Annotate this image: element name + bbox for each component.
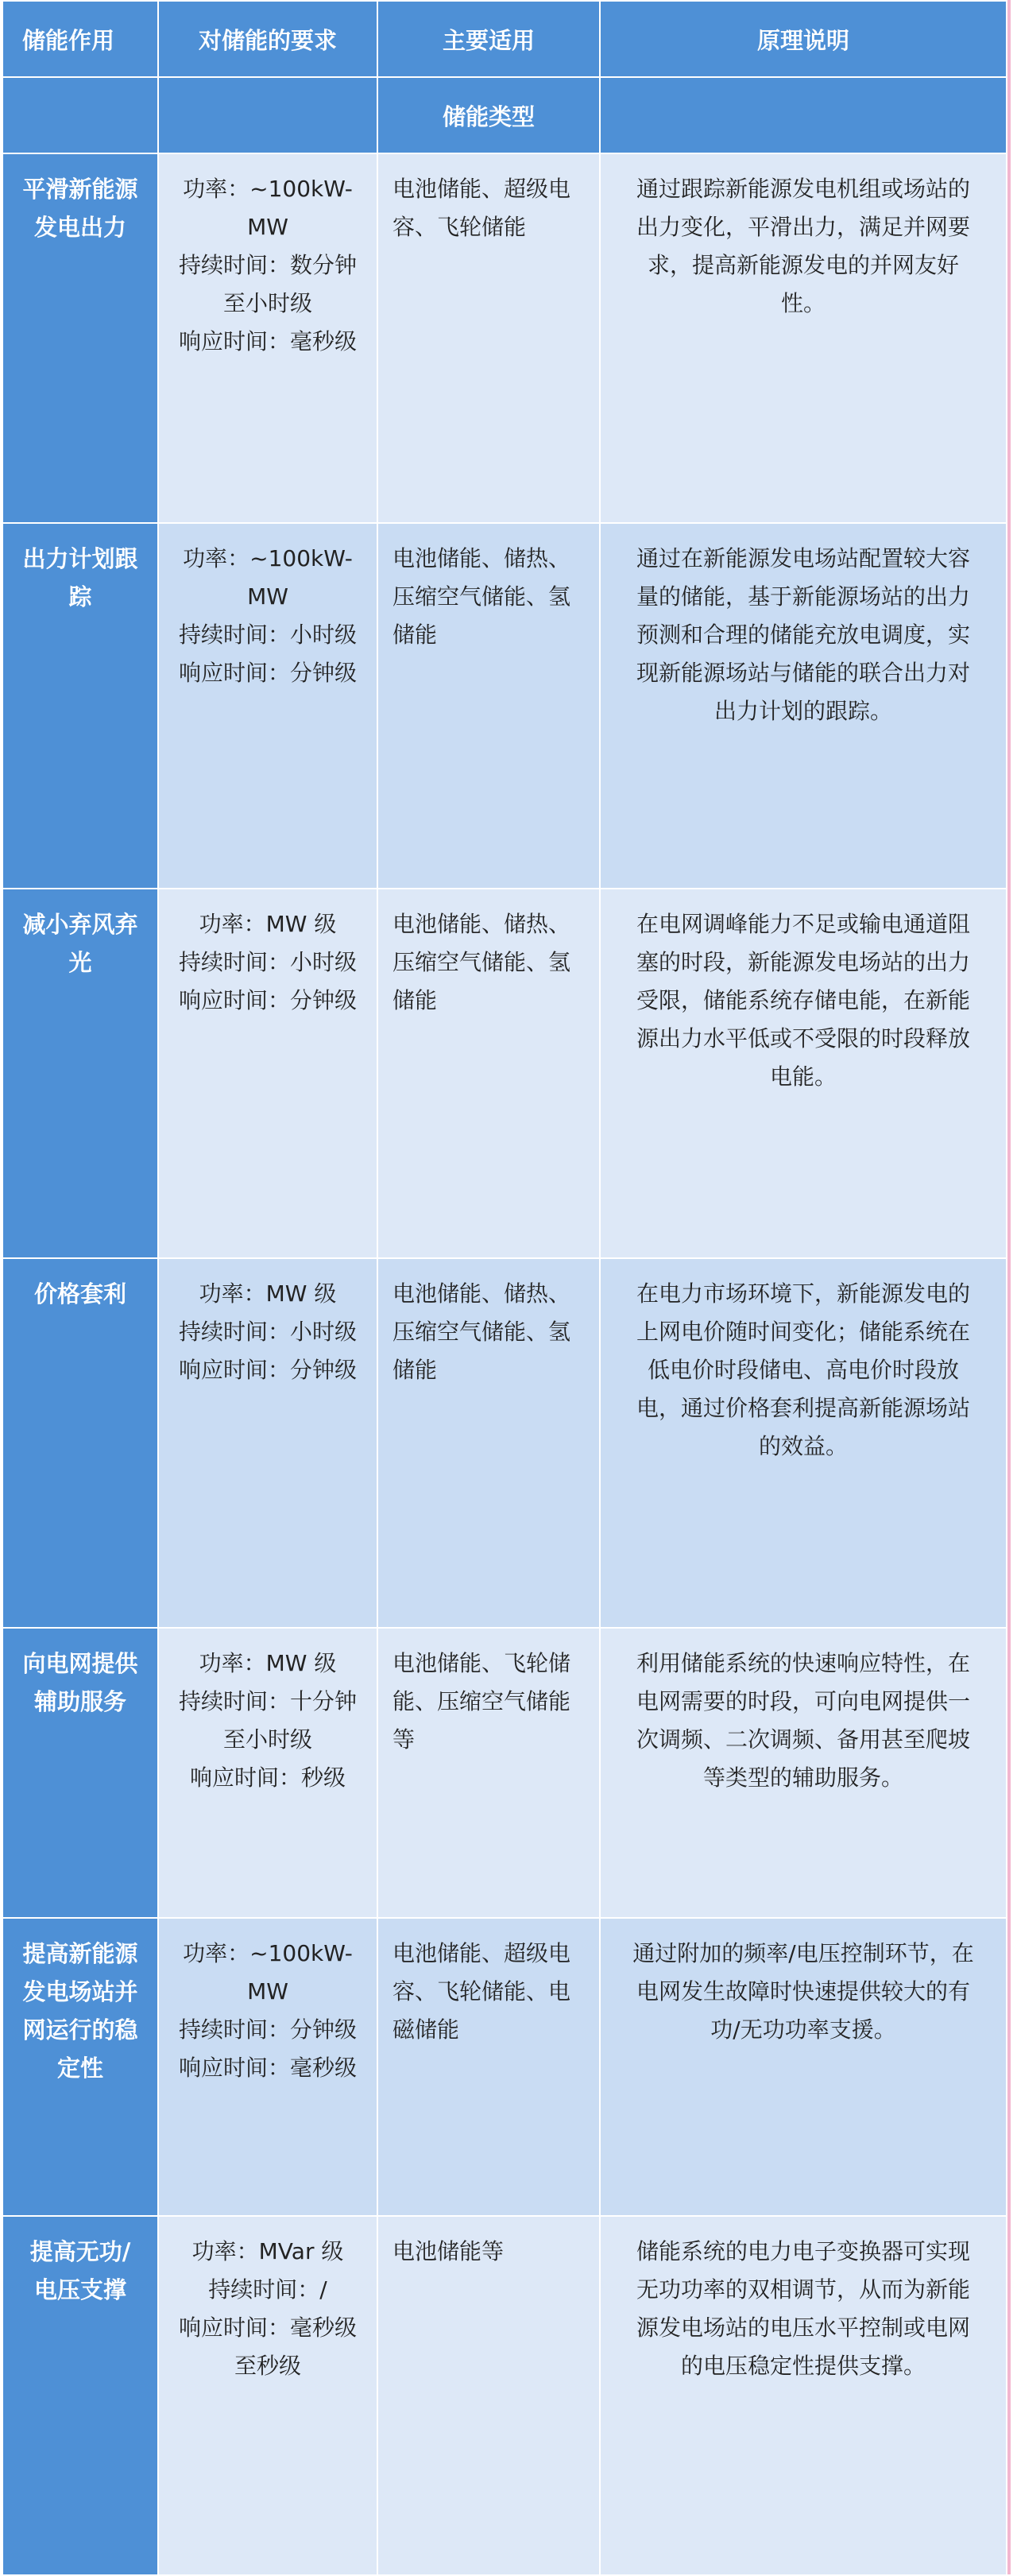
requirements-cell bbox=[158, 889, 377, 1258]
storage-types-text: 电池储能、飞轮储 能、压缩空气储能 等 bbox=[392, 1650, 571, 1753]
requirement-line: 至秒级 bbox=[234, 2353, 301, 2379]
requirement-line: 持续时间：小时级 bbox=[178, 949, 357, 975]
header-empty-2 bbox=[158, 77, 377, 153]
storage-types-text: 电池储能、超级电 容、飞轮储能 bbox=[392, 176, 571, 240]
requirement-line: 响应时间：毫秒级 bbox=[178, 2315, 357, 2341]
requirement-line: 功率：~100kW- bbox=[183, 176, 353, 202]
table-body bbox=[2, 153, 1007, 2575]
requirement-line: 功率：MW 级 bbox=[199, 1280, 337, 1307]
requirement-line: 功率：~100kW- bbox=[183, 1940, 353, 1966]
storage-function-text: 提高无功/ 电压支撑 bbox=[29, 2238, 131, 2303]
principle-cell bbox=[600, 523, 1007, 889]
table-row bbox=[2, 889, 1007, 1258]
storage-types-cell bbox=[377, 1628, 600, 1918]
storage-function-cell bbox=[2, 153, 158, 523]
storage-function-text: 减小弃风弃 光 bbox=[22, 911, 138, 976]
storage-function-text: 价格套利 bbox=[33, 1280, 126, 1307]
requirement-line: 响应时间：分钟级 bbox=[178, 1357, 357, 1383]
table-row bbox=[2, 2216, 1007, 2575]
requirement-line: 响应时间：毫秒级 bbox=[178, 328, 357, 354]
requirements-cell bbox=[158, 523, 377, 889]
principle-cell bbox=[600, 1628, 1007, 1918]
requirement-line: 持续时间：数分钟 bbox=[178, 252, 357, 278]
storage-types-text: 电池储能等 bbox=[392, 2238, 505, 2264]
requirements-cell bbox=[158, 1918, 377, 2216]
requirement-line: MW bbox=[247, 214, 288, 240]
principle-text: 在电力市场环境下，新能源发电的 上网电价随时间变化；储能系统在 低电价时段储电、高电价时段放 电，通过价格套利提高新能源场站 的效益。 bbox=[636, 1280, 970, 1459]
principle-cell bbox=[600, 153, 1007, 523]
requirements-cell bbox=[158, 1258, 377, 1628]
storage-function-cell bbox=[2, 1918, 158, 2216]
header-applicable: 主要适用 bbox=[377, 1, 600, 77]
storage-types-text: 电池储能、储热、 压缩空气储能、氢 储能 bbox=[392, 1280, 571, 1383]
principle-text: 通过附加的频率/电压控制环节，在 电网发生故障时快速提供较大的有 功/无功功率支援。 bbox=[632, 1940, 974, 2043]
storage-types-cell bbox=[377, 1918, 600, 2216]
header-empty-1 bbox=[2, 77, 158, 153]
storage-types-cell bbox=[377, 153, 600, 523]
header-principle: 原理说明 bbox=[600, 1, 1007, 77]
principle-text: 通过在新能源发电场站配置较大容 量的储能，基于新能源场站的出力 预测和合理的储能充放电调度，实 现新能源场站与储能的联合出力对 出力计划的跟踪。 bbox=[636, 545, 970, 724]
table-row bbox=[2, 153, 1007, 523]
storage-types-cell bbox=[377, 889, 600, 1258]
principle-cell bbox=[600, 889, 1007, 1258]
principle-text: 利用储能系统的快速响应特性，在 电网需要的时段，可向电网提供一 次调频、二次调频、备用甚至爬坡 等类型的辅助服务。 bbox=[636, 1650, 970, 1791]
requirement-line: 至小时级 bbox=[222, 1726, 312, 1753]
storage-function-cell bbox=[2, 523, 158, 889]
requirement-line: 持续时间：小时级 bbox=[178, 1319, 357, 1345]
storage-function-text: 提高新能源 发电场站并 网运行的稳 定性 bbox=[22, 1940, 138, 2082]
storage-types-cell bbox=[377, 1258, 600, 1628]
table-row bbox=[2, 523, 1007, 889]
requirement-line: 持续时间：十分钟 bbox=[178, 1688, 357, 1714]
requirement-line: 功率：MW 级 bbox=[199, 911, 337, 937]
table-row bbox=[2, 1918, 1007, 2216]
requirement-line: 功率：~100kW- bbox=[183, 545, 353, 571]
requirement-line: 功率：MW 级 bbox=[199, 1650, 337, 1676]
table-row bbox=[2, 1258, 1007, 1628]
requirement-line: MW bbox=[247, 583, 288, 610]
principle-cell bbox=[600, 1918, 1007, 2216]
requirements-cell bbox=[158, 2216, 377, 2575]
requirement-line: 响应时间：秒级 bbox=[189, 1764, 346, 1791]
requirement-line: 响应时间：分钟级 bbox=[178, 987, 357, 1013]
header-empty-4 bbox=[600, 77, 1007, 153]
header-storage-types: 储能类型 bbox=[377, 77, 600, 153]
requirement-line: MW bbox=[247, 1978, 288, 2005]
principle-text: 在电网调峰能力不足或输电通道阻 塞的时段，新能源发电场站的出力 受限，储能系统存储电能，在新能 源出力水平低或不受限的时段释放 电能。 bbox=[636, 911, 970, 1090]
requirement-line: 功率：MVar 级 bbox=[191, 2238, 344, 2264]
storage-function-text: 向电网提供 辅助服务 bbox=[22, 1650, 138, 1715]
header-storage-function: 储能作用 bbox=[2, 1, 158, 77]
requirement-line: 响应时间：毫秒级 bbox=[178, 2055, 357, 2081]
storage-function-table bbox=[2, 0, 1007, 2576]
requirements-cell bbox=[158, 1628, 377, 1918]
storage-function-cell bbox=[2, 1258, 158, 1628]
storage-function-cell bbox=[2, 1628, 158, 1918]
principle-text: 储能系统的电力电子变换器可实现 无功功率的双相调节，从而为新能 源发电场站的电压水平控制或电网 的电压稳定性提供支撑。 bbox=[636, 2238, 970, 2379]
storage-types-text: 电池储能、储热、 压缩空气储能、氢 储能 bbox=[392, 545, 571, 648]
storage-types-text: 电池储能、超级电 容、飞轮储能、电 磁储能 bbox=[392, 1940, 571, 2043]
storage-function-cell bbox=[2, 889, 158, 1258]
header-requirements: 对储能的要求 bbox=[158, 1, 377, 77]
requirement-line: 持续时间：分钟级 bbox=[178, 2016, 357, 2043]
storage-types-text: 电池储能、储热、 压缩空气储能、氢 储能 bbox=[392, 911, 571, 1013]
header-subrow bbox=[2, 77, 1007, 153]
table-row bbox=[2, 1628, 1007, 1918]
requirement-line: 持续时间：/ bbox=[208, 2276, 327, 2303]
storage-function-cell bbox=[2, 2216, 158, 2575]
header-row bbox=[2, 1, 1007, 77]
requirement-line: 持续时间：小时级 bbox=[178, 622, 357, 648]
storage-function-text: 平滑新能源 发电出力 bbox=[22, 176, 138, 241]
storage-table-wrapper bbox=[2, 0, 1011, 2574]
principle-cell bbox=[600, 1258, 1007, 1628]
storage-types-cell bbox=[377, 2216, 600, 2575]
requirement-line: 至小时级 bbox=[222, 290, 312, 316]
requirements-cell bbox=[158, 153, 377, 523]
storage-types-cell bbox=[377, 523, 600, 889]
requirement-line: 响应时间：分钟级 bbox=[178, 660, 357, 686]
principle-text: 通过跟踪新能源发电机组或场站的 出力变化，平滑出力，满足并网要 求，提高新能源发电的并网友好 性。 bbox=[636, 176, 970, 316]
storage-function-text: 出力计划跟 踪 bbox=[22, 545, 138, 610]
principle-cell bbox=[600, 2216, 1007, 2575]
